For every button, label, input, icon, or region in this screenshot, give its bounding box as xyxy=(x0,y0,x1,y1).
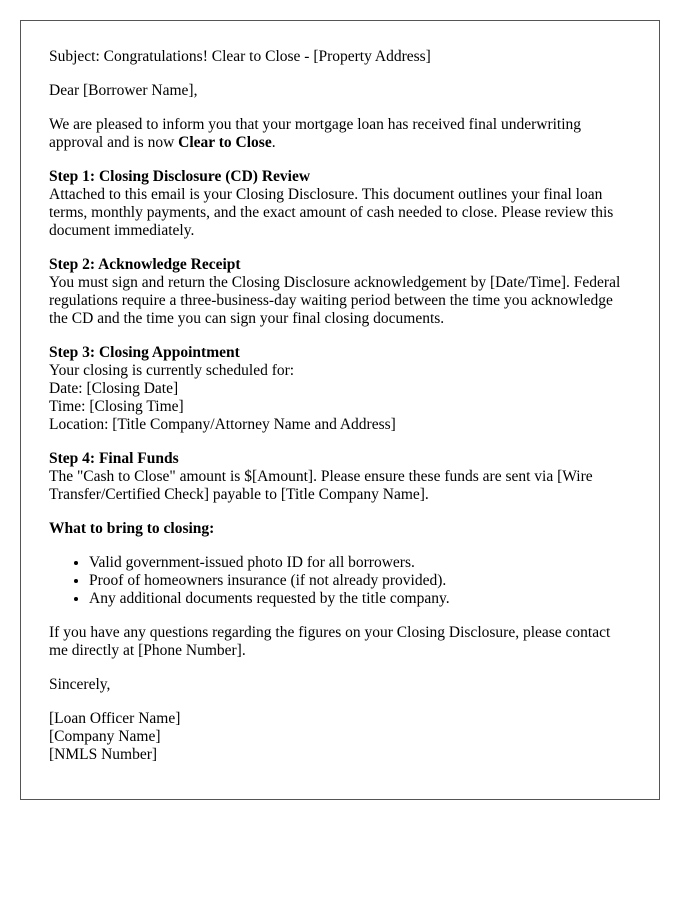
step-2-body: You must sign and return the Closing Disclosure acknowledgement by [Date/Time]. Federal regulations require a three-business-day waiting period between the time you acknowledge the CD and the time you can sign your final closing documents. xyxy=(49,274,621,327)
company-name: [Company Name] xyxy=(49,728,161,745)
step-1-section xyxy=(49,168,631,240)
intro-text: We are pleased to inform you that your mortgage loan has received final underwriting approval and is now xyxy=(49,116,582,151)
step-3-section xyxy=(49,344,631,434)
closing-date: Date: [Closing Date] xyxy=(49,380,179,397)
step-2-section xyxy=(49,256,631,328)
email-letter xyxy=(20,20,660,800)
step-1-title: Step 1: Closing Disclosure (CD) Review xyxy=(49,168,311,185)
step-4-section xyxy=(49,450,631,504)
step-1-body: Attached to this email is your Closing Disclosure. This document outlines your final loan terms, monthly payments, and the exact amount of cash needed to close. Please review this document immediately. xyxy=(49,186,614,239)
subject-line: Subject: Congratulations! Clear to Close - [Property Address] xyxy=(49,48,431,65)
bring-list xyxy=(49,554,631,608)
list-item: • Proof of homeowners insurance (if not already provided). xyxy=(89,572,631,590)
closing-time: Time: [Closing Time] xyxy=(49,398,184,415)
list-item: • Any additional documents requested by the title company. xyxy=(89,590,631,608)
nmls-number: [NMLS Number] xyxy=(49,746,158,763)
intro-period: . xyxy=(271,134,276,151)
step-3-intro: Your closing is currently scheduled for: xyxy=(49,362,295,379)
bring-title: What to bring to closing: xyxy=(49,520,215,537)
closing-location: Location: [Title Company/Attorney Name and Address] xyxy=(49,416,396,433)
clear-to-close-emphasis: Clear to Close xyxy=(178,134,272,151)
signature-block xyxy=(49,710,631,764)
step-3-title: Step 3: Closing Appointment xyxy=(49,344,240,361)
intro-paragraph xyxy=(49,116,631,152)
questions-paragraph: If you have any questions regarding the figures on your Closing Disclosure, please contact me directly at [Phone Number]. xyxy=(49,624,611,659)
step-4-body: The "Cash to Close" amount is $[Amount]. Please ensure these funds are sent via [Wire Transfer/Certified Check] payable to [Title Company Name]. xyxy=(49,468,593,503)
step-2-title: Step 2: Acknowledge Receipt xyxy=(49,256,241,273)
greeting: Dear [Borrower Name], xyxy=(49,82,198,99)
loan-officer-name: [Loan Officer Name] xyxy=(49,710,181,727)
step-4-title: Step 4: Final Funds xyxy=(49,450,179,467)
list-item: • Valid government-issued photo ID for all borrowers. xyxy=(89,554,631,572)
sign-off: Sincerely, xyxy=(49,676,111,693)
